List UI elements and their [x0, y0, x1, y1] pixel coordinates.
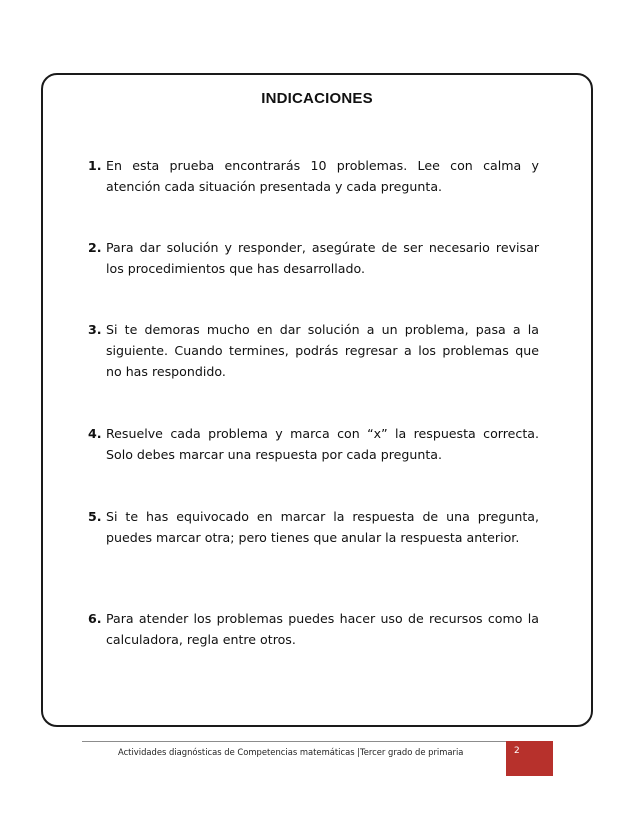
instruction-text: Para atender los problemas puedes hacer uso de recursos como la calculadora, regla entre otros. [106, 611, 539, 647]
page-number: 2 [514, 746, 520, 756]
instruction-item-1 [88, 155, 539, 197]
footer-text: Actividades diagnósticas de Competencias matemáticas |Tercer grado de primaria [118, 747, 464, 757]
instruction-number: 2. [88, 240, 102, 255]
instruction-item-6 [88, 608, 539, 650]
instruction-number: 3. [88, 322, 102, 337]
page-title: INDICACIONES [261, 90, 373, 107]
instruction-text: Si te demoras mucho en dar solución a un problema, pasa a la siguiente. Cuando termines, podrás regresar a los problemas que no has respondido. [106, 322, 539, 379]
instruction-text: Si te has equivocado en marcar la respuesta de una pregunta, puedes marcar otra; pero tienes que anular la respuesta anterior. [106, 509, 539, 545]
page-number-badge [506, 741, 553, 776]
instruction-item-3 [88, 319, 539, 382]
instruction-number: 1. [88, 158, 102, 173]
footer-divider [82, 741, 553, 742]
instruction-text: En esta prueba encontrarás 10 problemas. Lee con calma y atención cada situación presentada y cada pregunta. [106, 158, 539, 194]
instruction-item-4 [88, 423, 539, 465]
instruction-text: Para dar solución y responder, asegúrate de ser necesario revisar los procedimientos que has desarrollado. [106, 240, 539, 276]
instruction-number: 4. [88, 426, 102, 441]
instruction-number: 6. [88, 611, 102, 626]
instruction-item-5 [88, 506, 539, 548]
instruction-item-2 [88, 237, 539, 279]
instruction-number: 5. [88, 509, 102, 524]
instruction-text: Resuelve cada problema y marca con “x” la respuesta correcta. Solo debes marcar una respuesta por cada pregunta. [106, 426, 539, 462]
